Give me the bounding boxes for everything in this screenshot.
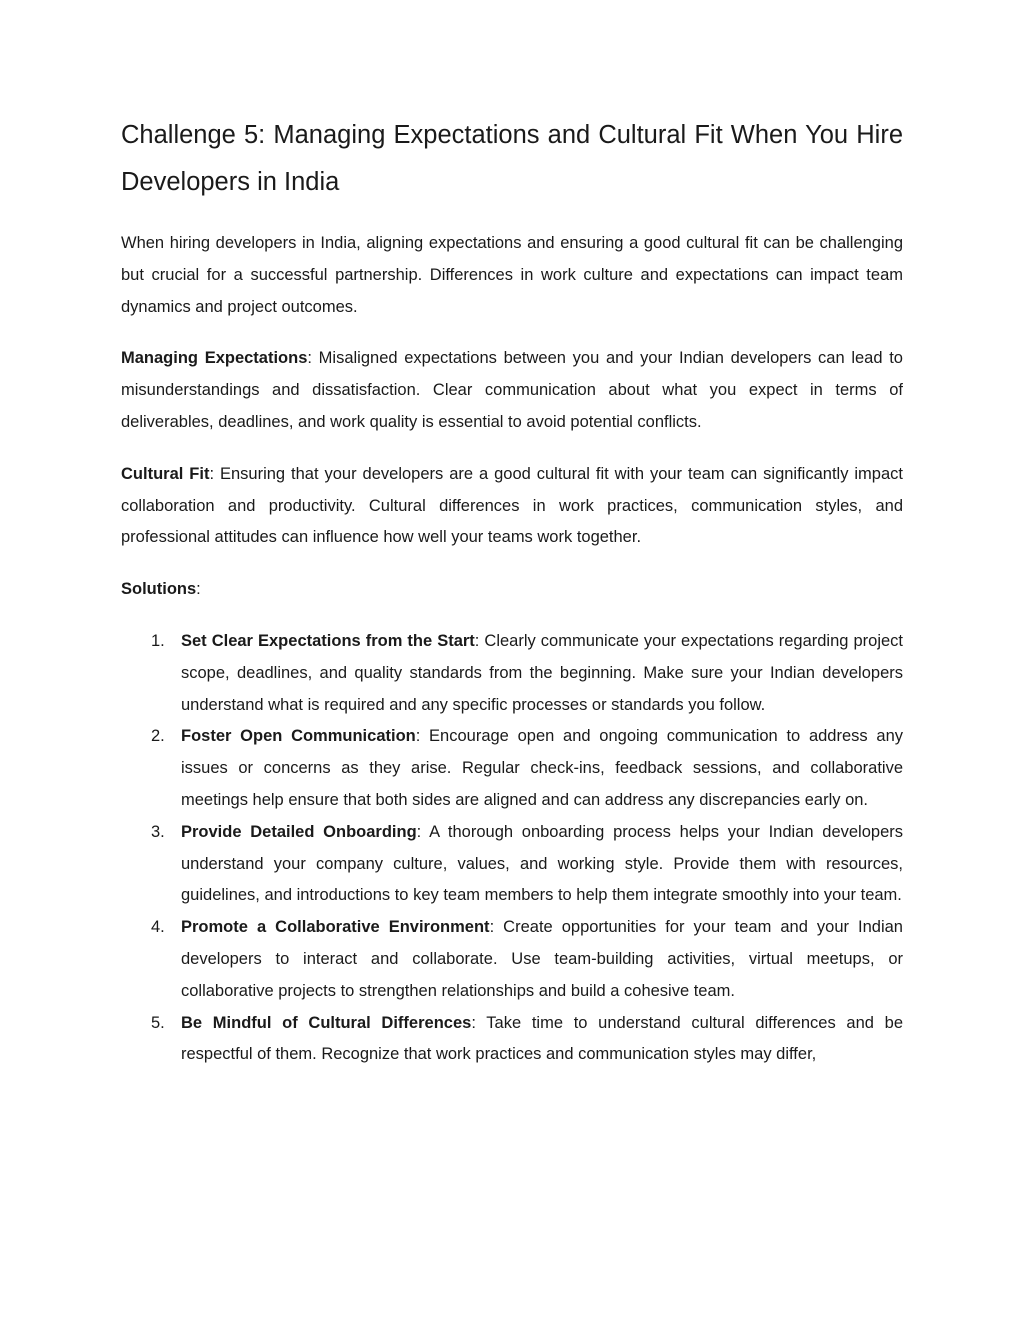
list-item-number: 5. [151,1013,165,1032]
list-item-number: 1. [151,631,165,650]
list-item-text: : Encourage open and ongoing communication to address any issues or concerns as they arise. Regular check-ins, feedback sessions, and collaborative meetings help ensure that both sides are aligned and can address any discrepancies early on. [181,727,903,809]
list-item-number: 2. [151,727,165,746]
list-item-text: : A thorough onboarding process helps your Indian developers understand your company culture, values, and working style. Provide them with resources, guidelines, and introductions to key team members to help them integrate smoothly into your team. [181,822,903,905]
list-item-number: 3. [151,822,165,841]
list-item [121,912,903,1007]
list-item-term: Promote a Collaborative Environment [181,918,490,937]
section-text: : Misaligned expectations between you and your Indian developers can lead to misunderstandings and dissatisfaction. Clear communication about what you expect in terms of deliverables, deadlines, and work quality is essential to avoid potential conflicts. [121,349,903,431]
list-item [121,1008,903,1072]
section-term: Cultural Fit [121,464,210,483]
page-title: Challenge 5: Managing Expectations and Cultural Fit When You Hire Developers in India [121,121,903,196]
list-item-term: Set Clear Expectations from the Start [181,631,475,650]
list-item-term: Provide Detailed Onboarding [181,822,417,841]
solutions-heading-label: Solutions [121,580,197,599]
list-item [121,817,903,912]
list-item-term: Foster Open Communication [181,727,416,746]
section-text: : Ensuring that your developers are a good cultural fit with your team can significantly impact collaboration and productivity. Cultural differences in work practices, communication styles, and professional attitudes can influence how well your teams work together. [121,464,903,547]
list-item-text: : Take time to understand cultural differences and be respectful of them. Recognize that work practices and communication styles may differ, [181,1013,904,1064]
list-item [121,626,903,721]
section-term: Managing Expectations [121,349,308,368]
list-item [121,721,903,816]
list-item-text: : Clearly communicate your expectations regarding project scope, deadlines, and quality standards from the beginning. Make sure your Indian developers understand what is required and any specific processes or standards you follow. [181,631,903,714]
solutions-list [121,626,903,1071]
document-page [121,112,903,1071]
list-item-text: : Create opportunities for your team and your Indian developers to interact and collaborate. Use team-building activities, virtual meetups, or collaborative projects to strengthen relationships and build a cohesive team. [181,918,903,1000]
solutions-heading [121,574,903,606]
solutions-heading-colon: : [196,580,201,599]
section-managing-expectations [121,343,903,438]
intro-paragraph: When hiring developers in India, aligning expectations and ensuring a good cultural fit can be challenging but crucial for a successful partnership. Differences in work culture and expectations can impact team dynamics and project outcomes. [121,234,903,316]
list-item-number: 4. [151,918,165,937]
list-item-term: Be Mindful of Cultural Differences [181,1013,472,1032]
section-cultural-fit [121,459,903,554]
